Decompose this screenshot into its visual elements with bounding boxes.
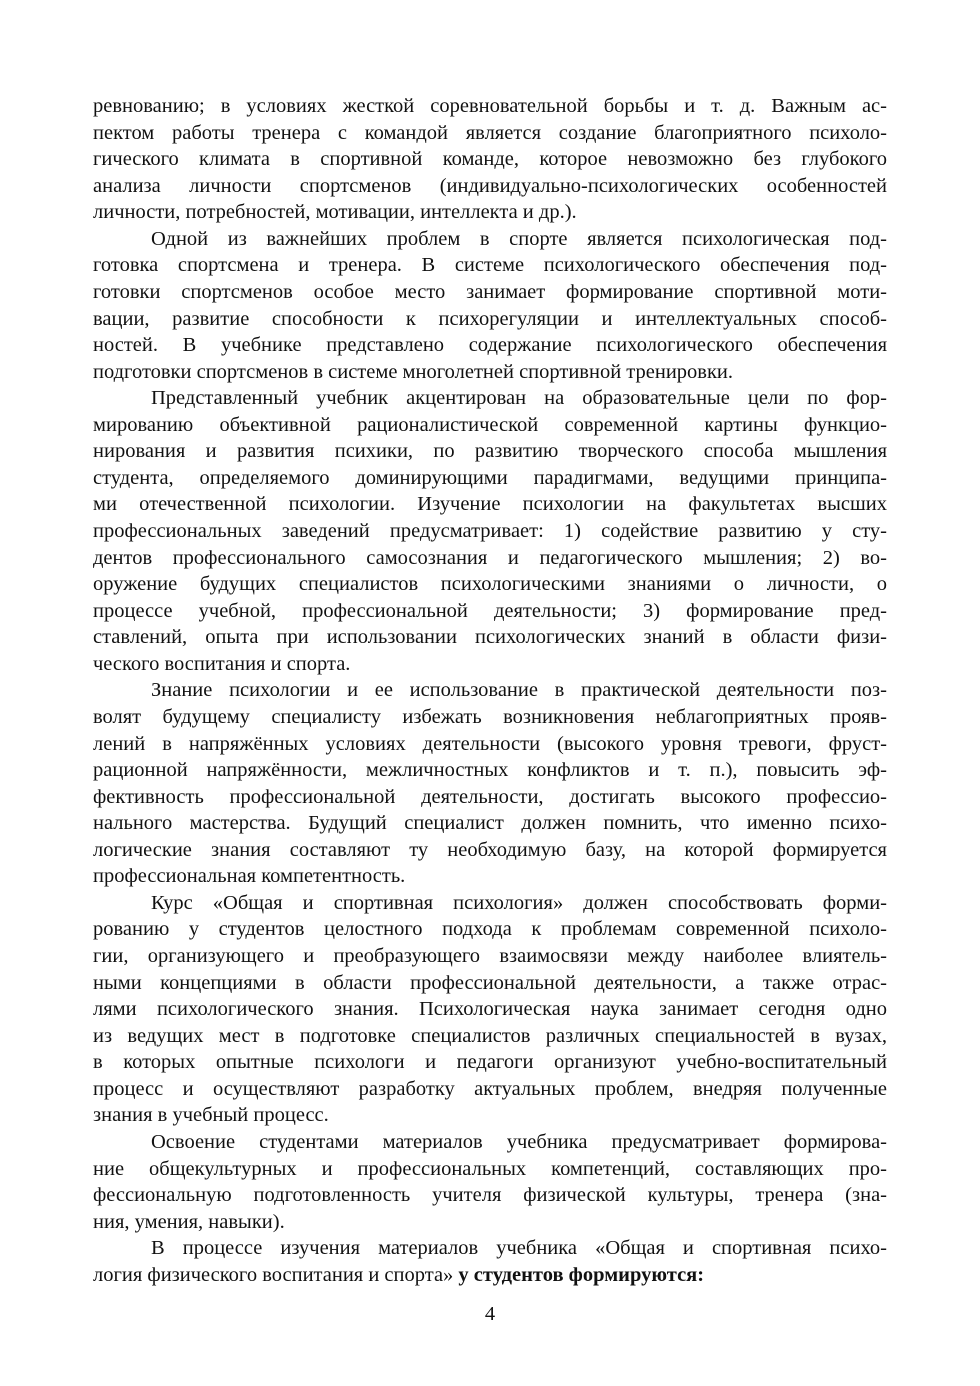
line-text: ными концепциями в области профессиональной деятельности, а также отрас- xyxy=(93,971,887,994)
text-line xyxy=(93,199,887,226)
line-text: ставлений, опыта при использовании психологических знаний в области физи- xyxy=(93,626,887,649)
line-text: логические знания составляют ту необходимую базу, на которой формируется xyxy=(93,838,887,861)
paragraph xyxy=(93,1235,887,1288)
line-text: профессиональная компетентность. xyxy=(93,865,406,888)
line-text: готовка спортсмена и тренера. В системе психологического обеспечения под- xyxy=(93,254,887,277)
line-text: Одной из важнейших проблем в спорте является психологическая под- xyxy=(151,227,887,250)
text-line xyxy=(93,120,887,147)
text-line xyxy=(93,837,887,864)
line-text: ния, умения, навыки). xyxy=(93,1210,285,1233)
line-text: пектом работы тренера с командой является создание благоприятного психоло- xyxy=(93,121,887,144)
line-text: знания в учебный процесс. xyxy=(93,1104,329,1127)
line-text: готовки спортсменов особое место занимает формирование спортивной моти- xyxy=(93,280,887,303)
paragraph xyxy=(93,93,887,226)
text-line xyxy=(93,252,887,279)
text-line xyxy=(93,810,887,837)
text-line xyxy=(93,491,887,518)
line-text: профессиональных заведений предусматривает: 1) содействие развитию у сту- xyxy=(93,520,887,542)
text-line xyxy=(93,1235,887,1262)
text-line xyxy=(93,1023,887,1050)
line-text: Освоение студентами материалов учебника предусматривает формирова- xyxy=(151,1130,887,1153)
text-line xyxy=(93,306,887,333)
line-text: нирования и развития психики, по развитию творческого способа мышления xyxy=(93,440,887,463)
line-text: рованию у студентов целостного подхода к проблемам современной психоло- xyxy=(93,918,887,941)
line-text: Знание психологии и ее использование в практической деятельности поз- xyxy=(151,679,887,702)
text-line xyxy=(93,624,887,651)
line-text: фективность профессиональной деятельности, достигать высокого профессио- xyxy=(93,785,887,808)
text-line xyxy=(93,385,887,412)
text-line xyxy=(93,996,887,1023)
text-line xyxy=(93,677,887,704)
text-line xyxy=(93,146,887,173)
text-line xyxy=(93,731,887,758)
text-line xyxy=(93,943,887,970)
line-text: ми отечественной психологии. Изучение психологии на факультетах высших xyxy=(93,493,887,516)
paragraph xyxy=(93,1129,887,1235)
text-line xyxy=(93,1049,887,1076)
text-line xyxy=(93,545,887,572)
line-text: анализа личности спортсменов (индивидуально-психологических особенностей xyxy=(93,174,887,197)
line-text: нального мастерства. Будущий специалист должен помнить, что именно психо- xyxy=(93,812,887,835)
text-line xyxy=(93,757,887,784)
text-line xyxy=(93,279,887,306)
text-line xyxy=(93,465,887,492)
paragraph xyxy=(93,226,887,385)
text-line xyxy=(93,438,887,465)
paragraph xyxy=(93,890,887,1129)
line-text: ние общекультурных и профессиональных компетенций, составляющих про- xyxy=(93,1157,887,1180)
line-text: гического климата в спортивной команде, которое невозможно без глубокого xyxy=(93,148,887,171)
line-text: вации, развитие способности к психорегуляции и интеллектуальных способ- xyxy=(93,307,887,330)
line-text: мированию объективной рационалистической современной картины функцио- xyxy=(93,413,887,436)
text-line xyxy=(93,412,887,439)
line-text: процесс и осуществляют разработку актуальных проблем, внедряя полученные xyxy=(93,1077,887,1100)
line-text: в которых опытные психологи и педагоги организуют учебно-воспитательный xyxy=(93,1051,887,1074)
text-line xyxy=(93,863,887,890)
paragraph xyxy=(93,385,887,677)
text-line xyxy=(93,704,887,731)
text-line xyxy=(93,1262,887,1289)
line-text: логия физического воспитания и спорта» xyxy=(93,1263,459,1286)
line-text: дентов профессионального самосознания и педагогического мышления; 2) во- xyxy=(93,546,887,569)
text-line xyxy=(93,1129,887,1156)
text-line xyxy=(93,598,887,625)
text-line xyxy=(93,1209,887,1236)
line-text: подготовки спортсменов в системе многолетней спортивной тренировки. xyxy=(93,360,734,383)
line-text: ревнованию; в условиях жесткой соревновательной борьбы и т. д. Важным ас- xyxy=(93,95,887,117)
line-text: ческого воспитания и спорта. xyxy=(93,652,351,675)
text-line xyxy=(93,1182,887,1209)
line-text: лями психологического знания. Психологическая наука занимает сегодня одно xyxy=(93,998,887,1021)
line-text: личности, потребностей, мотивации, интеллекта и др.). xyxy=(93,201,577,224)
text-line xyxy=(93,93,887,120)
text-line xyxy=(93,784,887,811)
line-text: лений в напряжённых условиях деятельности (высокого уровня тревоги, фруст- xyxy=(93,732,887,755)
line-text: рационной напряжённости, межличностных конфликтов и т. п.), повысить эф- xyxy=(93,759,887,782)
line-text: Представленный учебник акцентирован на образовательные цели по фор- xyxy=(151,387,887,410)
text-line xyxy=(93,1076,887,1103)
document-page xyxy=(93,93,887,1288)
text-line xyxy=(93,359,887,386)
paragraph xyxy=(93,677,887,890)
line-text: ностей. В учебнике представлено содержание психологического обеспечения xyxy=(93,334,887,357)
text-line xyxy=(93,916,887,943)
text-line xyxy=(93,173,887,200)
line-text: из ведущих мест в подготовке специалистов различных специальностей в вузах, xyxy=(93,1024,887,1047)
text-line xyxy=(93,1156,887,1183)
line-text: Курс «Общая и спортивная психология» должен способствовать форми- xyxy=(151,891,887,914)
line-text: фессиональную подготовленность учителя физической культуры, тренера (зна- xyxy=(93,1184,887,1207)
line-text: волят будущему специалисту избежать возникновения неблагоприятных прояв- xyxy=(93,705,887,728)
line-text: студента, определяемого доминирующими парадигмами, ведущими принципа- xyxy=(93,466,887,489)
bold-emphasis: у студентов формируются: xyxy=(458,1263,705,1286)
line-text: оружение будущих специалистов психологическими знаниями о личности, о xyxy=(93,573,887,596)
line-text: процессе учебной, профессиональной деятельности; 3) формирование пред- xyxy=(93,599,887,622)
text-line xyxy=(93,970,887,997)
text-line xyxy=(93,890,887,917)
line-text: В процессе изучения материалов учебника «Общая и спортивная психо- xyxy=(151,1237,887,1260)
line-text: гии, организующего и преобразующего взаимосвязи между наиболее влиятель- xyxy=(93,945,887,967)
text-line xyxy=(93,651,887,678)
text-line xyxy=(93,332,887,359)
text-line xyxy=(93,571,887,598)
text-line xyxy=(93,518,887,545)
text-line xyxy=(93,226,887,253)
text-line xyxy=(93,1102,887,1129)
page-number: 4 xyxy=(484,1303,496,1325)
